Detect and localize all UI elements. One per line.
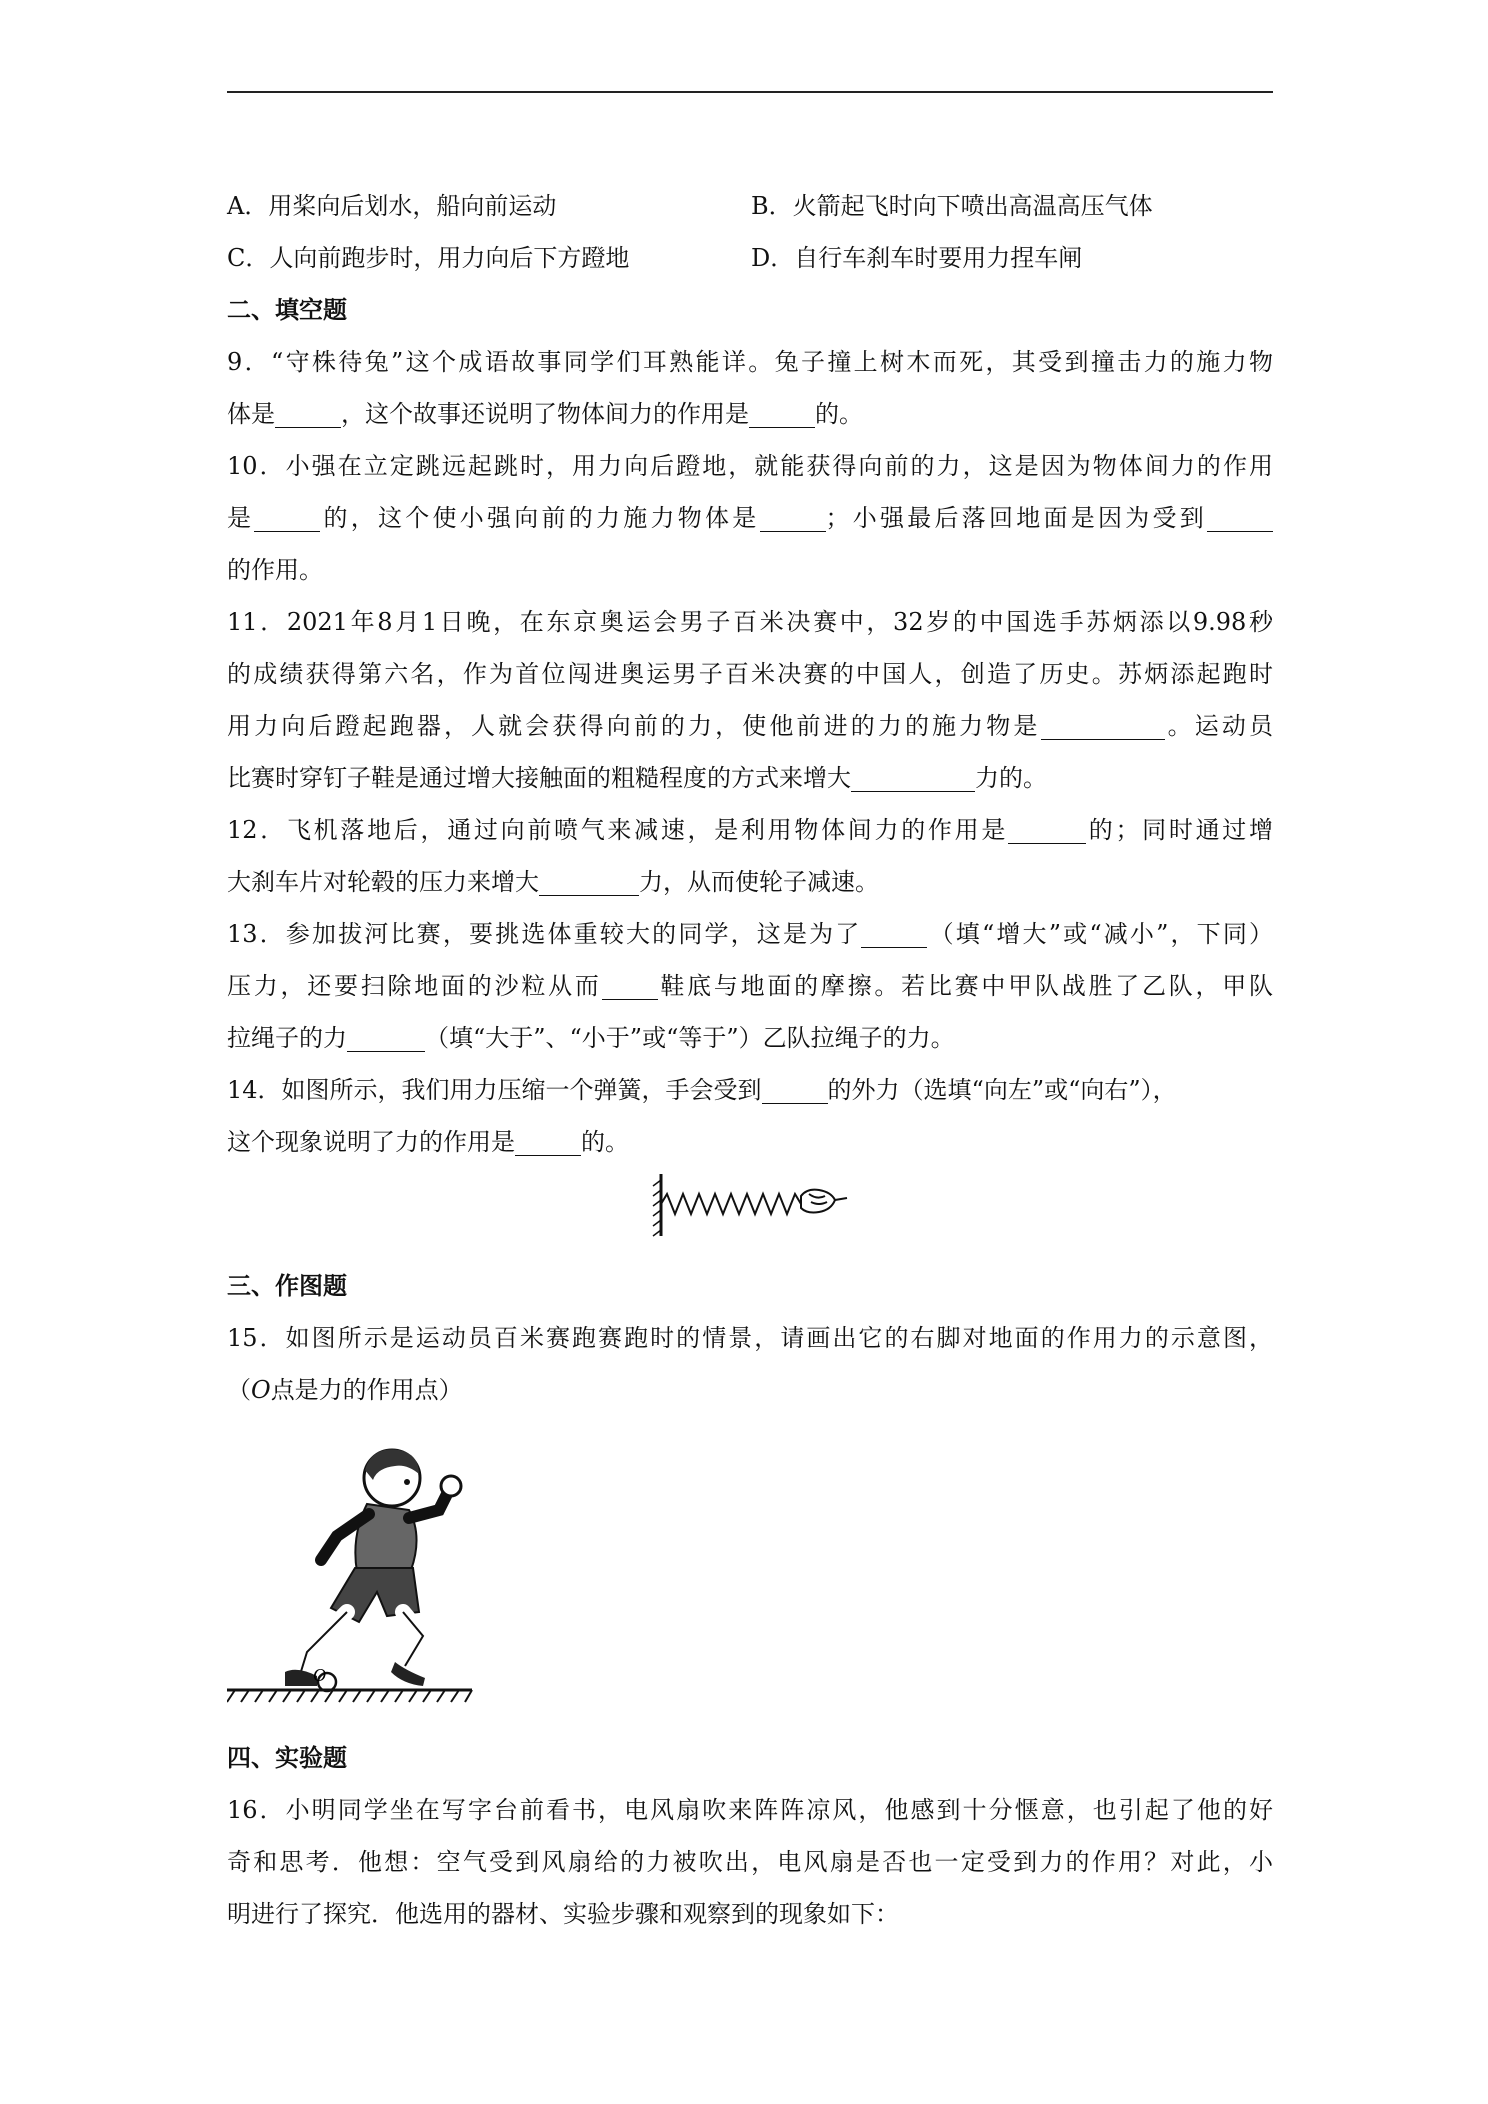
text: 比赛时穿钉子鞋是通过增大接触面的粗糙程度的方式来增大 — [227, 764, 851, 792]
question-11 — [227, 596, 1273, 804]
text: 的。 — [815, 400, 863, 428]
text: 12．飞机落地后，通过向前喷气来减速，是利用物体间力的作用是 — [227, 816, 1009, 844]
text: 这个现象说明了力的作用是 — [227, 1128, 515, 1156]
text: ；小强最后落回地面是因为受到 — [825, 504, 1207, 532]
answer-blank[interactable] — [749, 397, 815, 428]
answer-blank[interactable] — [539, 865, 639, 896]
question-14-line-2 — [227, 1116, 1273, 1168]
runner-eye — [404, 1479, 410, 1485]
question-9 — [227, 336, 1273, 440]
document-page — [227, 180, 1273, 1940]
question-10-line-2 — [227, 492, 1273, 544]
answer-blank[interactable] — [602, 969, 658, 1000]
section-heading-drawing: 三、作图题 — [227, 1271, 347, 1300]
text: ，这个故事还说明了物体间力的作用是 — [341, 400, 749, 428]
answer-blank[interactable] — [275, 397, 341, 428]
text: 。运动员 — [1164, 712, 1274, 740]
question-13-line-2 — [227, 960, 1273, 1012]
option-b[interactable]: B．火箭起飞时向下喷出高温高压气体 — [751, 192, 1153, 220]
text: 鞋底与地面的摩擦。若比赛中甲队战胜了乙队，甲队 — [657, 972, 1273, 1000]
question-11-line-3 — [227, 700, 1273, 752]
options-row-cd — [227, 232, 1273, 284]
question-13-line-3 — [227, 1012, 1273, 1064]
section-heading-fill-blank: 二、填空题 — [227, 295, 347, 324]
text: 大刹车片对轮毂的压力来增大 — [227, 868, 539, 896]
question-14-line-1 — [227, 1064, 1273, 1116]
options-row-ab — [227, 180, 1273, 232]
text: （填“增大”或“减小”，下同） — [927, 920, 1273, 948]
text: 14．如图所示，我们用力压缩一个弹簧，手会受到 — [227, 1076, 762, 1104]
text: 是 — [227, 504, 255, 532]
spring-figure — [649, 1170, 859, 1240]
question-12-line-1 — [227, 804, 1273, 856]
answer-blank[interactable] — [760, 501, 826, 532]
question-10-line-3: 的作用。 — [227, 556, 323, 584]
question-11-line-1: 11．2021年8月1日晚，在东京奥运会男子百米决赛中，32岁的中国选手苏炳添以9.98秒 — [227, 608, 1273, 636]
text: 力，从而使轮子减速。 — [639, 868, 879, 896]
spring-coil — [661, 1194, 801, 1214]
answer-blank[interactable] — [762, 1073, 828, 1104]
question-15-line-1: 15．如图所示是运动员百米赛跑赛跑时的情景，请画出它的右脚对地面的作用力的示意图， — [227, 1324, 1273, 1352]
runner-figure — [227, 1440, 487, 1708]
text: （填“大于”、“小于”或“等于”）乙队拉绳子的力。 — [425, 1024, 955, 1052]
question-14 — [227, 1064, 1273, 1260]
question-13 — [227, 908, 1273, 1064]
question-16-line-2: 奇和思考．他想：空气受到风扇给的力被吹出，电风扇是否也一定受到力的作用？对此，小 — [227, 1848, 1273, 1876]
question-11-line-2: 的成绩获得第六名，作为首位闯进奥运男子百米决赛的中国人，创造了历史。苏炳添起跑时 — [227, 660, 1273, 688]
point-label: O — [251, 1376, 271, 1404]
text: 的外力（选填“向左”或“向右”）， — [827, 1076, 1177, 1104]
answer-blank[interactable] — [515, 1125, 581, 1156]
text: 体是 — [227, 400, 275, 428]
answer-blank[interactable] — [851, 761, 975, 792]
answer-blank[interactable] — [861, 917, 927, 948]
text: 的；同时通过增 — [1086, 816, 1273, 844]
header-rule — [227, 91, 1273, 93]
runner-fist — [441, 1476, 461, 1496]
text: 用力向后蹬起跑器，人就会获得向前的力，使他前进的力的施力物是 — [227, 712, 1041, 740]
question-10-line-1: 10．小强在立定跳远起跳时，用力向后蹬地，就能获得向前的力，这是因为物体间力的作用 — [227, 452, 1273, 480]
question-9-line-2 — [227, 388, 1273, 440]
answer-blank[interactable] — [1041, 709, 1165, 740]
question-16 — [227, 1784, 1273, 1940]
answer-blank[interactable] — [347, 1021, 425, 1052]
force-point-label: O — [313, 1665, 326, 1685]
section-heading-experiment: 四、实验题 — [227, 1743, 347, 1772]
option-a[interactable]: A．用桨向后划水，船向前运动 — [227, 192, 557, 220]
text: 力的。 — [975, 764, 1047, 792]
question-16-line-3: 明进行了探究．他选用的器材、实验步骤和观察到的现象如下： — [227, 1900, 899, 1928]
answer-blank[interactable] — [1207, 501, 1273, 532]
question-13-line-1 — [227, 908, 1273, 960]
text: 点是力的作用点） — [270, 1376, 463, 1404]
text: 的。 — [581, 1128, 629, 1156]
question-11-line-4 — [227, 752, 1273, 804]
question-10 — [227, 440, 1273, 596]
answer-blank[interactable] — [1008, 813, 1086, 844]
option-d[interactable]: D．自行车刹车时要用力捏车闸 — [751, 244, 1083, 272]
question-15 — [227, 1312, 1273, 1732]
text: 压力，还要扫除地面的沙粒从而 — [227, 972, 602, 1000]
hand-icon — [801, 1190, 847, 1213]
runner-front-leg-fill — [403, 1612, 423, 1666]
question-16-line-1: 16．小明同学坐在写字台前看书，电风扇吹来阵阵凉风，他感到十分惬意，也引起了他的好 — [227, 1796, 1273, 1824]
option-c[interactable]: C．人向前跑步时，用力向后下方蹬地 — [227, 244, 630, 272]
question-12 — [227, 804, 1273, 908]
text: 13．参加拔河比赛，要挑选体重较大的同学，这是为了 — [227, 920, 862, 948]
text: 拉绳子的力 — [227, 1024, 347, 1052]
question-9-line-1: 9．“守株待兔”这个成语故事同学们耳熟能详。兔子撞上树木而死，其受到撞击力的施力物 — [227, 348, 1273, 376]
text: （ — [227, 1376, 251, 1404]
question-15-line-2 — [227, 1364, 1273, 1416]
answer-blank[interactable] — [254, 501, 320, 532]
ground-hatching — [227, 1690, 472, 1702]
text: 的，这个使小强向前的力施力物体是 — [320, 504, 760, 532]
question-12-line-2 — [227, 856, 1273, 908]
